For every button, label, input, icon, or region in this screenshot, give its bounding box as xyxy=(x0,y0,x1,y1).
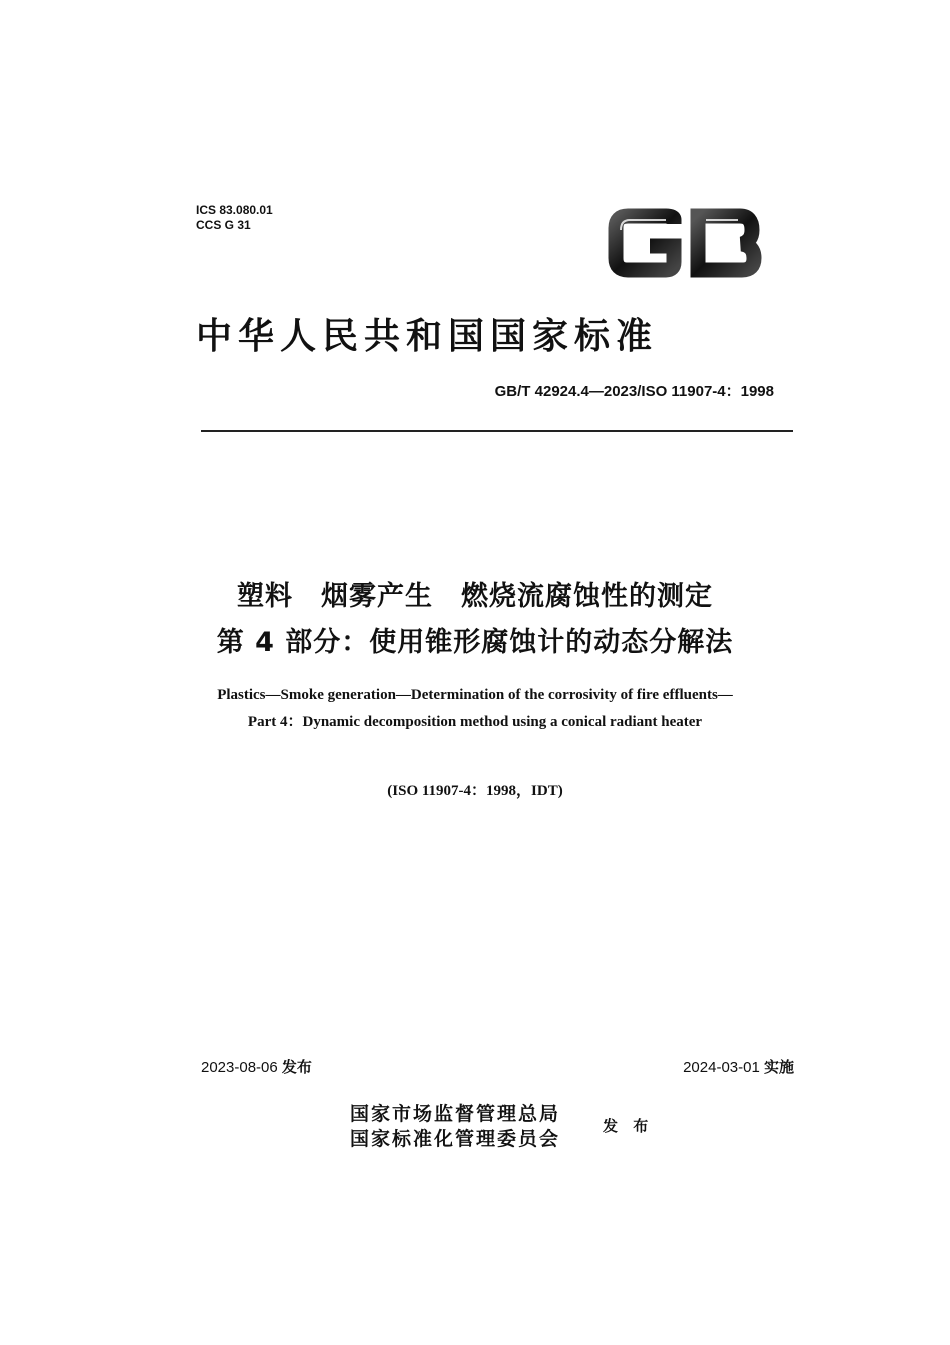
issuer-line1: 国家市场监督管理总局 xyxy=(350,1103,561,1125)
publish-label: 发 布 xyxy=(603,1117,654,1135)
gb-logo-g xyxy=(616,216,674,270)
ics-code: ICS 83.080.01 xyxy=(196,203,273,217)
effective-date-label: 实施 xyxy=(763,1058,794,1076)
title-cn-line1: 塑料 烟雾产生 燃烧流腐蚀性的测定 xyxy=(237,581,713,612)
title-en-line1: Plastics—Smoke generation—Determination of the corrosivity of fire effluents— xyxy=(217,687,733,703)
gb-logo xyxy=(606,208,762,278)
issue-date-value: 2023-08-06 xyxy=(201,1059,278,1076)
classification-codes xyxy=(196,203,273,233)
ccs-code: CCS G 31 xyxy=(196,218,251,232)
title-en-line2: Part 4：Dynamic decomposition method using a conical radiant heater xyxy=(247,714,703,730)
issue-date-label: 发布 xyxy=(281,1058,312,1076)
iso-reference: (ISO 11907-4：1998，IDT) xyxy=(387,783,563,799)
issue-date xyxy=(201,1056,312,1077)
standard-number: GB/T 42924.4—2023/ISO 11907-4：1998 xyxy=(494,383,774,400)
effective-date-value: 2024-03-01 xyxy=(683,1059,760,1076)
national-standard-heading: 中华人民共和国国家标准 xyxy=(196,315,659,357)
title-cn-line2: 第 4 部分：使用锥形腐蚀计的动态分解法 xyxy=(216,627,734,658)
effective-date xyxy=(683,1056,794,1077)
header-divider xyxy=(201,430,793,432)
gb-logo-b xyxy=(698,216,754,270)
issuer-line2: 国家标准化管理委员会 xyxy=(350,1128,561,1150)
